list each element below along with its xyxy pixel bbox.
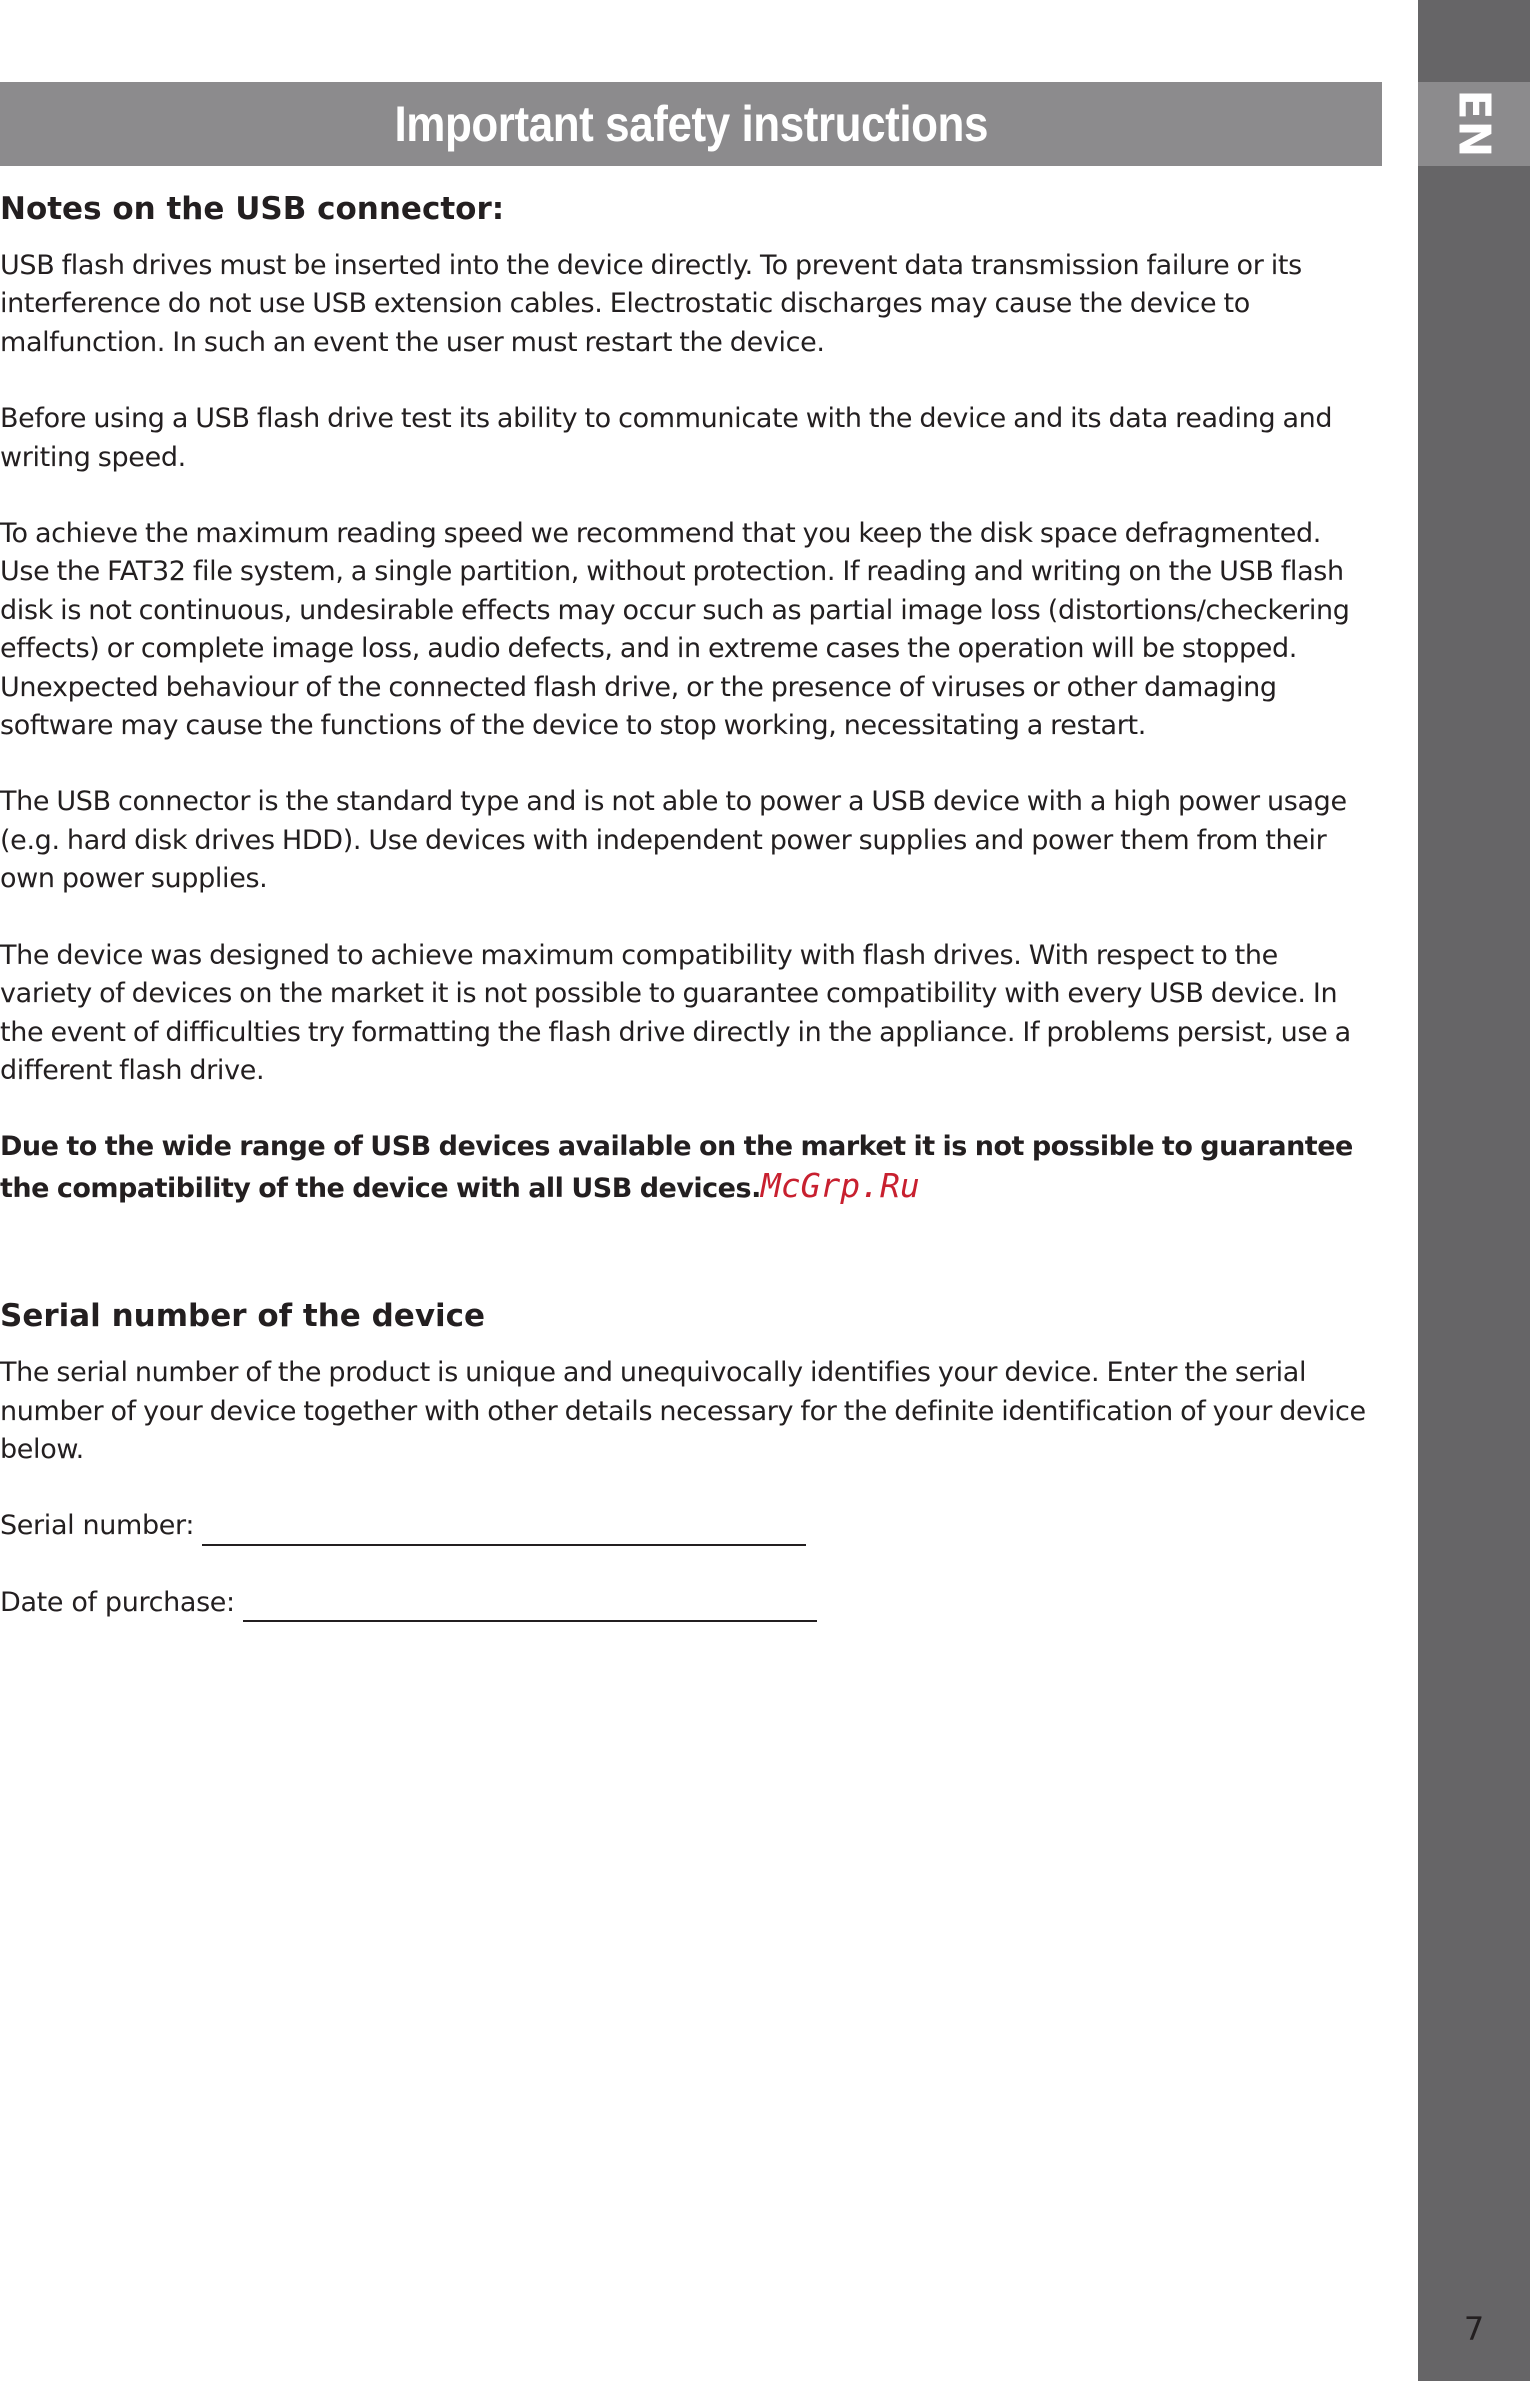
usb-warning [0, 1128, 1375, 1208]
language-sidebar [1418, 0, 1530, 2381]
purchase-date-field [0, 1584, 1375, 1622]
page-title: Important safety instructions [394, 96, 988, 152]
title-banner [0, 82, 1382, 166]
serial-paragraph: The serial number of the product is unique and unequivocally identifies your device. Enter the serial number of your device together with other details necessary for the definite identification of your device below. [0, 1357, 1366, 1465]
page-content [0, 185, 1375, 1622]
usb-section-heading: Notes on the USB connector: [0, 191, 505, 227]
usb-paragraph-4: The USB connector is the standard type and is not able to power a USB device with a high power usage (e.g. hard disk drives HDD). Use devices with independent power supplies and power them from their own power supplies. [0, 786, 1347, 895]
usb-paragraph-1: USB flash drives must be inserted into the device directly. To prevent data transmission failure or its interference do not use USB extension cables. Electrostatic discharges may cause the device to malfunction. In such an event the user must restart the device. [0, 250, 1302, 358]
serial-number-label: Serial number: [0, 1510, 195, 1542]
language-label: EN [1448, 89, 1500, 159]
serial-section-heading: Serial number of the device [0, 1298, 486, 1335]
page-number: 7 [1463, 2310, 1485, 2348]
watermark-text: McGrp.Ru [760, 1165, 920, 1205]
purchase-date-blank[interactable] [243, 1590, 817, 1622]
serial-number-field [0, 1507, 1375, 1545]
usb-paragraph-2: Before using a USB flash drive test its ability to communicate with the device and its data reading and writing speed. [0, 403, 1333, 473]
purchase-date-label: Date of purchase: [0, 1586, 235, 1618]
usb-warning-text: Due to the wide range of USB devices available on the market it is not possible to guarantee the compatibility of the device with all USB devices. [0, 1131, 1353, 1204]
usb-paragraph-3: To achieve the maximum reading speed we recommend that you keep the disk space defragmented. Use the FAT32 file system, a single partition, without protection. If reading and writing on the USB flash disk is not continuous, undesirable effects may occur such as partial image loss (distortions/checkering effects) or complete image loss, audio defects, and in extreme cases the operation will be stopped. Unexpected behaviour of the connected flash drive, or the presence of viruses or other damaging software may cause the functions of the device to stop working, necessitating a restart. [0, 518, 1350, 742]
usb-paragraph-5: The device was designed to achieve maximum compatibility with flash drives. With respect to the variety of devices on the market it is not possible to guarantee compatibility with every USB device. In the event of difficulties try formatting the flash drive directly in the appliance. If problems persist, use a different flash drive. [0, 939, 1351, 1086]
serial-number-blank[interactable] [202, 1514, 806, 1546]
